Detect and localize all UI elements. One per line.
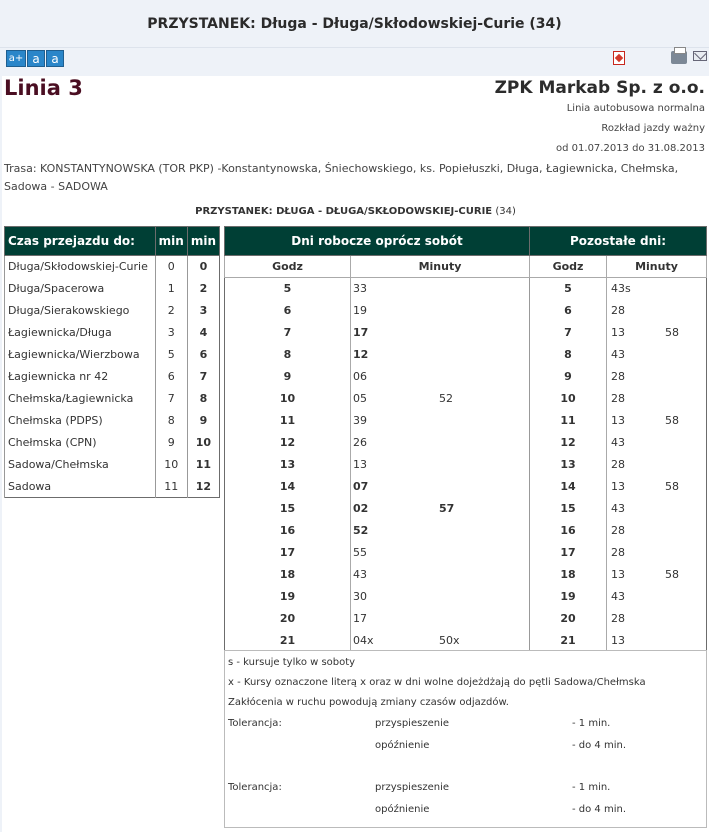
min-cell: 6 <box>155 366 187 388</box>
min-cell: 12 <box>187 476 219 498</box>
min-cell: 7 <box>187 366 219 388</box>
tolerance-delay: opóźnienie <box>375 740 430 751</box>
departure-minute: 13 <box>611 479 625 493</box>
departure-minute: 52 <box>439 391 453 405</box>
font-decrease-button[interactable]: a <box>46 50 64 67</box>
departure-minute: 33 <box>353 282 367 295</box>
min-cell: 6 <box>187 344 219 366</box>
tolerance-label: Tolerancja: <box>228 782 282 793</box>
table-row <box>5 410 220 432</box>
hour-cell: 13 <box>530 454 607 476</box>
table-row <box>225 608 707 630</box>
table-row <box>225 542 707 564</box>
hour-cell: 21 <box>530 630 607 652</box>
departure-minute: 13 <box>611 413 625 427</box>
departure-minute: 43 <box>611 347 625 361</box>
table-row <box>225 388 707 410</box>
tolerance-delay: opóźnienie <box>375 804 430 815</box>
weekday-minutes-cell <box>351 278 530 300</box>
departure-minute: 04x <box>353 633 374 647</box>
note-disruption: Zakłócenia w ruchu powodują zmiany czasów odjazdów. <box>228 697 509 708</box>
departure-minute: 13 <box>353 457 367 471</box>
tolerance-acceleration-value: - 1 min. <box>572 782 611 793</box>
weekday-group-header: Dni robocze oprócz sobót <box>225 227 530 256</box>
hour-cell: 21 <box>225 630 351 652</box>
stop-name-cell: Sadowa <box>5 476 156 498</box>
stop-name-cell: Sadowa/Chełmska <box>5 454 156 476</box>
table-row <box>225 366 707 388</box>
weekday-minutes-cell <box>351 366 530 388</box>
departure-minute: 55 <box>353 545 367 559</box>
weekday-minutes-cell <box>351 476 530 498</box>
hour-cell: 20 <box>530 608 607 630</box>
table-row <box>225 300 707 322</box>
min-cell: 8 <box>155 410 187 432</box>
min-cell: 9 <box>155 432 187 454</box>
hour-cell: 10 <box>530 388 607 410</box>
other-days-minutes-cell <box>607 630 707 652</box>
minutes-header: Minuty <box>607 256 707 278</box>
hour-cell: 19 <box>225 586 351 608</box>
weekday-minutes-cell <box>351 586 530 608</box>
stop-title <box>2 206 709 217</box>
font-size-controls <box>6 50 64 67</box>
table-row <box>225 410 707 432</box>
table-row <box>225 344 707 366</box>
departure-minute: 02 <box>353 501 369 515</box>
table-row <box>5 256 220 278</box>
departure-minute: 19 <box>353 303 367 317</box>
hour-cell: 14 <box>530 476 607 498</box>
departure-minute: 28 <box>611 611 625 625</box>
tolerance-acceleration-value: - 1 min. <box>572 718 611 729</box>
line-type: Linia autobusowa normalna <box>566 103 705 114</box>
departure-minute: 28 <box>611 545 625 559</box>
table-row <box>5 278 220 300</box>
hour-cell: 17 <box>225 542 351 564</box>
stop-name-cell: Chełmska (PDPS) <box>5 410 156 432</box>
departure-minute: 43s <box>611 282 631 295</box>
tolerance-delay-value: - do 4 min. <box>572 804 627 815</box>
min-cell: 11 <box>155 476 187 498</box>
other-days-minutes-cell <box>607 586 707 608</box>
tolerance-label: Tolerancja: <box>228 718 282 729</box>
other-days-minutes-cell <box>607 608 707 630</box>
table-row <box>5 454 220 476</box>
stop-name-cell: Długa/Sierakowskiego <box>5 300 156 322</box>
departure-minute: 06 <box>353 369 367 383</box>
stop-name-cell: Długa/Skłodowskiej-Curie <box>5 256 156 278</box>
other-days-minutes-cell <box>607 432 707 454</box>
hour-cell: 14 <box>225 476 351 498</box>
main-content <box>2 76 709 832</box>
hour-cell: 16 <box>225 520 351 542</box>
departure-minute: 28 <box>611 457 625 471</box>
min-cell: 3 <box>187 300 219 322</box>
departure-minute: 07 <box>353 479 369 493</box>
hour-cell: 11 <box>530 410 607 432</box>
departure-minute: 43 <box>611 589 625 603</box>
min-cell: 4 <box>187 322 219 344</box>
line-title: Linia 3 <box>4 76 83 100</box>
table-row <box>225 520 707 542</box>
table-row <box>5 344 220 366</box>
stop-name: PRZYSTANEK: DŁUGA - DŁUGA/SKŁODOWSKIEJ-CURIE <box>195 206 493 217</box>
other-days-minutes-cell <box>607 564 707 586</box>
min-header: min <box>155 227 187 256</box>
tolerance-delay-value: - do 4 min. <box>572 740 627 751</box>
hour-cell: 5 <box>225 278 351 300</box>
weekday-minutes-cell <box>351 542 530 564</box>
table-row <box>225 476 707 498</box>
min-cell: 1 <box>155 278 187 300</box>
departure-minute: 43 <box>611 435 625 449</box>
tolerance-acceleration: przyspieszenie <box>375 782 449 793</box>
hour-cell: 6 <box>530 300 607 322</box>
hour-cell: 15 <box>530 498 607 520</box>
hour-cell: 8 <box>225 344 351 366</box>
other-days-minutes-cell <box>607 498 707 520</box>
hour-cell: 5 <box>530 278 607 300</box>
stop-name-cell: Chełmska (CPN) <box>5 432 156 454</box>
hour-cell: 20 <box>225 608 351 630</box>
min-cell: 0 <box>155 256 187 278</box>
table-row <box>225 432 707 454</box>
table-row <box>225 322 707 344</box>
hour-header: Godz <box>530 256 607 278</box>
table-row <box>225 278 707 300</box>
hour-cell: 16 <box>530 520 607 542</box>
table-row <box>225 586 707 608</box>
weekday-minutes-cell <box>351 300 530 322</box>
weekday-minutes-cell <box>351 498 530 520</box>
min-cell: 2 <box>187 278 219 300</box>
print-icon[interactable] <box>671 51 687 64</box>
departure-minute: 13 <box>611 633 625 647</box>
departure-minute: 57 <box>439 501 455 515</box>
stop-name-cell: Łagiewnicka/Długa <box>5 322 156 344</box>
min-cell: 2 <box>155 300 187 322</box>
departure-minute: 13 <box>611 567 625 581</box>
pdf-icon[interactable] <box>613 51 625 65</box>
min-cell: 0 <box>187 256 219 278</box>
hour-cell: 12 <box>225 432 351 454</box>
other-days-minutes-cell <box>607 476 707 498</box>
font-normal-button[interactable]: a <box>27 50 45 67</box>
weekday-minutes-cell <box>351 432 530 454</box>
other-days-minutes-cell <box>607 322 707 344</box>
notes-panel <box>224 650 707 828</box>
stop-number: (34) <box>495 206 516 217</box>
travel-time-header: Czas przejazdu do: <box>5 227 156 256</box>
other-days-minutes-cell <box>607 344 707 366</box>
weekday-minutes-cell <box>351 344 530 366</box>
table-row <box>5 476 220 498</box>
stop-name-cell: Chełmska/Łagiewnicka <box>5 388 156 410</box>
min-cell: 7 <box>155 388 187 410</box>
departure-minute: 17 <box>353 325 369 339</box>
table-row <box>5 432 220 454</box>
hour-cell: 8 <box>530 344 607 366</box>
table-row <box>5 322 220 344</box>
email-icon[interactable] <box>693 51 707 61</box>
header-title: PRZYSTANEK: Długa - Długa/Skłodowskiej-Curie (34) <box>147 15 562 32</box>
min-cell: 9 <box>187 410 219 432</box>
table-row <box>225 454 707 476</box>
table-row <box>5 388 220 410</box>
weekday-minutes-cell <box>351 322 530 344</box>
table-row <box>225 630 707 652</box>
departure-minute: 39 <box>353 413 367 427</box>
hour-cell: 18 <box>530 564 607 586</box>
hour-cell: 15 <box>225 498 351 520</box>
table-row <box>225 564 707 586</box>
minutes-header: Minuty <box>351 256 530 278</box>
departure-minute: 17 <box>353 611 367 625</box>
departure-minute: 28 <box>611 303 625 317</box>
hour-cell: 11 <box>225 410 351 432</box>
hour-cell: 6 <box>225 300 351 322</box>
min-cell: 11 <box>187 454 219 476</box>
departure-minute: 58 <box>665 479 679 493</box>
departure-minute: 28 <box>611 391 625 405</box>
weekday-minutes-cell <box>351 630 530 652</box>
min-cell: 3 <box>155 322 187 344</box>
font-increase-button[interactable]: a+ <box>6 50 26 67</box>
other-days-group-header: Pozostałe dni: <box>530 227 707 256</box>
schedule-table <box>224 226 707 652</box>
validity-dates: od 01.07.2013 do 31.08.2013 <box>556 143 705 154</box>
toolbar <box>0 48 709 76</box>
hour-cell: 10 <box>225 388 351 410</box>
other-days-minutes-cell <box>607 542 707 564</box>
weekday-minutes-cell <box>351 388 530 410</box>
hour-cell: 7 <box>530 322 607 344</box>
hour-header: Godz <box>225 256 351 278</box>
departure-minute: 26 <box>353 435 367 449</box>
hour-cell: 9 <box>225 366 351 388</box>
departure-minute: 43 <box>353 567 367 581</box>
stop-name-cell: Długa/Spacerowa <box>5 278 156 300</box>
table-row <box>5 300 220 322</box>
table-row <box>225 498 707 520</box>
weekday-minutes-cell <box>351 454 530 476</box>
hour-cell: 18 <box>225 564 351 586</box>
weekday-minutes-cell <box>351 520 530 542</box>
departure-minute: 58 <box>665 413 679 427</box>
departure-minute: 58 <box>665 325 679 339</box>
other-days-minutes-cell <box>607 388 707 410</box>
operator-company: ZPK Markab Sp. z o.o. <box>494 78 705 98</box>
other-days-minutes-cell <box>607 520 707 542</box>
min-cell: 10 <box>155 454 187 476</box>
stop-name-cell: Łagiewnicka nr 42 <box>5 366 156 388</box>
hour-cell: 7 <box>225 322 351 344</box>
min-cell: 10 <box>187 432 219 454</box>
other-days-minutes-cell <box>607 300 707 322</box>
departure-minute: 28 <box>611 369 625 383</box>
hour-cell: 13 <box>225 454 351 476</box>
departure-minute: 52 <box>353 523 369 537</box>
departure-minute: 13 <box>611 325 625 339</box>
hour-cell: 12 <box>530 432 607 454</box>
departure-minute: 05 <box>353 391 367 405</box>
page-header <box>0 0 709 48</box>
departure-minute: 30 <box>353 589 367 603</box>
weekday-minutes-cell <box>351 608 530 630</box>
departure-minute: 28 <box>611 523 625 537</box>
travel-time-table <box>4 226 220 498</box>
other-days-minutes-cell <box>607 454 707 476</box>
other-days-minutes-cell <box>607 366 707 388</box>
note-saturday: s - kursuje tylko w soboty <box>228 657 356 668</box>
min-cell: 5 <box>155 344 187 366</box>
departure-minute: 12 <box>353 347 369 361</box>
tolerance-acceleration: przyspieszenie <box>375 718 449 729</box>
min-header: min <box>187 227 219 256</box>
weekday-minutes-cell <box>351 410 530 432</box>
route-description: Trasa: KONSTANTYNOWSKA (TOR PKP) -Konstantynowska, Śniechowskiego, ks. Popiełuszki, Długa, Łagiewnicka, Chełmska, Sadowa - SADOWA <box>4 162 679 193</box>
hour-cell: 17 <box>530 542 607 564</box>
weekday-minutes-cell <box>351 564 530 586</box>
table-row <box>5 366 220 388</box>
stop-name-cell: Łagiewnicka/Wierzbowa <box>5 344 156 366</box>
departure-minute: 43 <box>611 501 625 515</box>
note-x: x - Kursy oznaczone literą x oraz w dni wolne dojeżdżają do pętli Sadowa/Chełmska <box>228 677 646 688</box>
validity-label: Rozkład jazdy ważny <box>601 123 705 134</box>
hour-cell: 9 <box>530 366 607 388</box>
other-days-minutes-cell <box>607 278 707 300</box>
hour-cell: 19 <box>530 586 607 608</box>
other-days-minutes-cell <box>607 410 707 432</box>
min-cell: 8 <box>187 388 219 410</box>
departure-minute: 58 <box>665 567 679 581</box>
departure-minute: 50x <box>439 633 460 647</box>
